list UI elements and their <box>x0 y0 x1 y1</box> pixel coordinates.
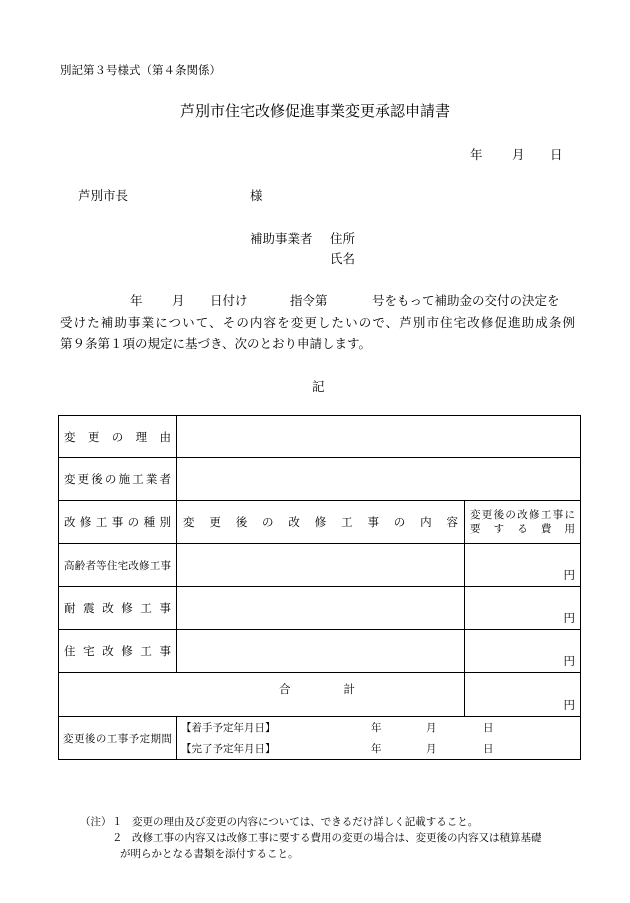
housing-work-cost-cell[interactable] <box>465 630 581 673</box>
body-line3: 第９条第１項の規定に基づき、次のとおり申請します。 <box>60 336 372 351</box>
note-2-line2: が明らかとなる書類を添付すること。 <box>120 848 299 860</box>
date-year: 年 <box>470 147 483 162</box>
elderly-work-content-cell[interactable] <box>177 544 465 587</box>
note-2-number: ２ <box>112 832 123 844</box>
body-date-suffix: 日付け <box>210 293 248 308</box>
work-type-header-cell <box>59 501 177 544</box>
end-day: 日 <box>483 743 494 755</box>
contractor-label: 変更後の施工業者 <box>64 472 171 486</box>
elderly-work-label-cell <box>59 544 177 587</box>
body-year: 年 <box>130 293 143 308</box>
note-2-line1: 改修工事の内容又は改修工事に要する費用の変更の場合は、変更後の内容又は積算基礎 <box>132 832 542 844</box>
seismic-work-label: 耐震改修工事 <box>64 601 171 615</box>
end-year: 年 <box>371 743 382 755</box>
content-header: 変更後の改修工事の内容 <box>183 515 458 529</box>
period-label-cell <box>59 717 177 760</box>
housing-work-label: 住宅改修工事 <box>64 644 171 658</box>
body-order-prefix: 指令第 <box>290 293 328 308</box>
start-year: 年 <box>371 722 382 734</box>
applicant-role: 補助事業者 <box>250 231 313 246</box>
yen-unit: 円 <box>563 698 575 712</box>
body-month: 月 <box>172 293 185 308</box>
cost-header-line2: 要する費用 <box>470 523 575 535</box>
housing-work-content-cell[interactable] <box>177 630 465 673</box>
period-cell[interactable] <box>177 717 581 760</box>
reason-input-cell[interactable] <box>177 416 581 458</box>
body-line2: 受けた補助事業について、その内容を変更したいので、芦別市住宅改修促進助成条例 <box>60 315 575 330</box>
application-table <box>58 415 581 760</box>
applicant-address-label: 住所 <box>330 231 356 246</box>
seismic-work-label-cell <box>59 587 177 630</box>
addressee-name: 芦別市長 <box>78 188 129 203</box>
addressee-honorific: 様 <box>250 188 263 203</box>
note-prefix: （注） <box>80 816 112 828</box>
start-month: 月 <box>426 722 437 734</box>
start-day: 日 <box>483 722 494 734</box>
total-cost-cell[interactable] <box>465 673 581 717</box>
contractor-input-cell[interactable] <box>177 458 581 501</box>
note-1-number: １ <box>112 816 123 828</box>
contractor-label-cell <box>59 458 177 501</box>
housing-work-label-cell <box>59 630 177 673</box>
elderly-work-label: 高齢者等住宅改修工事 <box>64 559 171 572</box>
content-header-cell <box>177 501 465 544</box>
reason-label-cell <box>59 416 177 458</box>
yen-unit: 円 <box>563 654 575 668</box>
seismic-work-content-cell[interactable] <box>177 587 465 630</box>
form-number: 別記第３号様式（第４条関係） <box>60 63 221 77</box>
note-1-text: 変更の理由及び変更の内容については、できるだけ詳しく記載すること。 <box>132 816 479 828</box>
seismic-work-cost-cell[interactable] <box>465 587 581 630</box>
body-line1-end: 号をもって補助金の交付の決定を <box>372 293 560 308</box>
ki-heading: 記 <box>312 379 325 394</box>
end-month: 月 <box>426 743 437 755</box>
applicant-name-label: 氏名 <box>330 251 356 266</box>
cost-header-line1: 変更後の改修工事に <box>470 509 575 521</box>
cost-header-cell <box>465 501 581 544</box>
reason-label: 変更の理由 <box>64 429 171 444</box>
document-title: 芦別市住宅改修促進事業変更承認申請書 <box>179 102 450 120</box>
end-date-label: 【完了予定年月日】 <box>181 743 276 755</box>
total-label-cell <box>59 673 465 717</box>
start-date-label: 【着手予定年月日】 <box>181 722 276 734</box>
period-label: 変更後の工事予定期間 <box>63 732 172 745</box>
work-type-header: 改修工事の種別 <box>64 515 171 529</box>
date-month: 月 <box>512 147 525 162</box>
total-label: 合計 <box>279 682 355 696</box>
elderly-work-cost-cell[interactable] <box>465 544 581 587</box>
date-day: 日 <box>550 147 563 162</box>
yen-unit: 円 <box>563 611 575 625</box>
yen-unit: 円 <box>563 568 575 582</box>
